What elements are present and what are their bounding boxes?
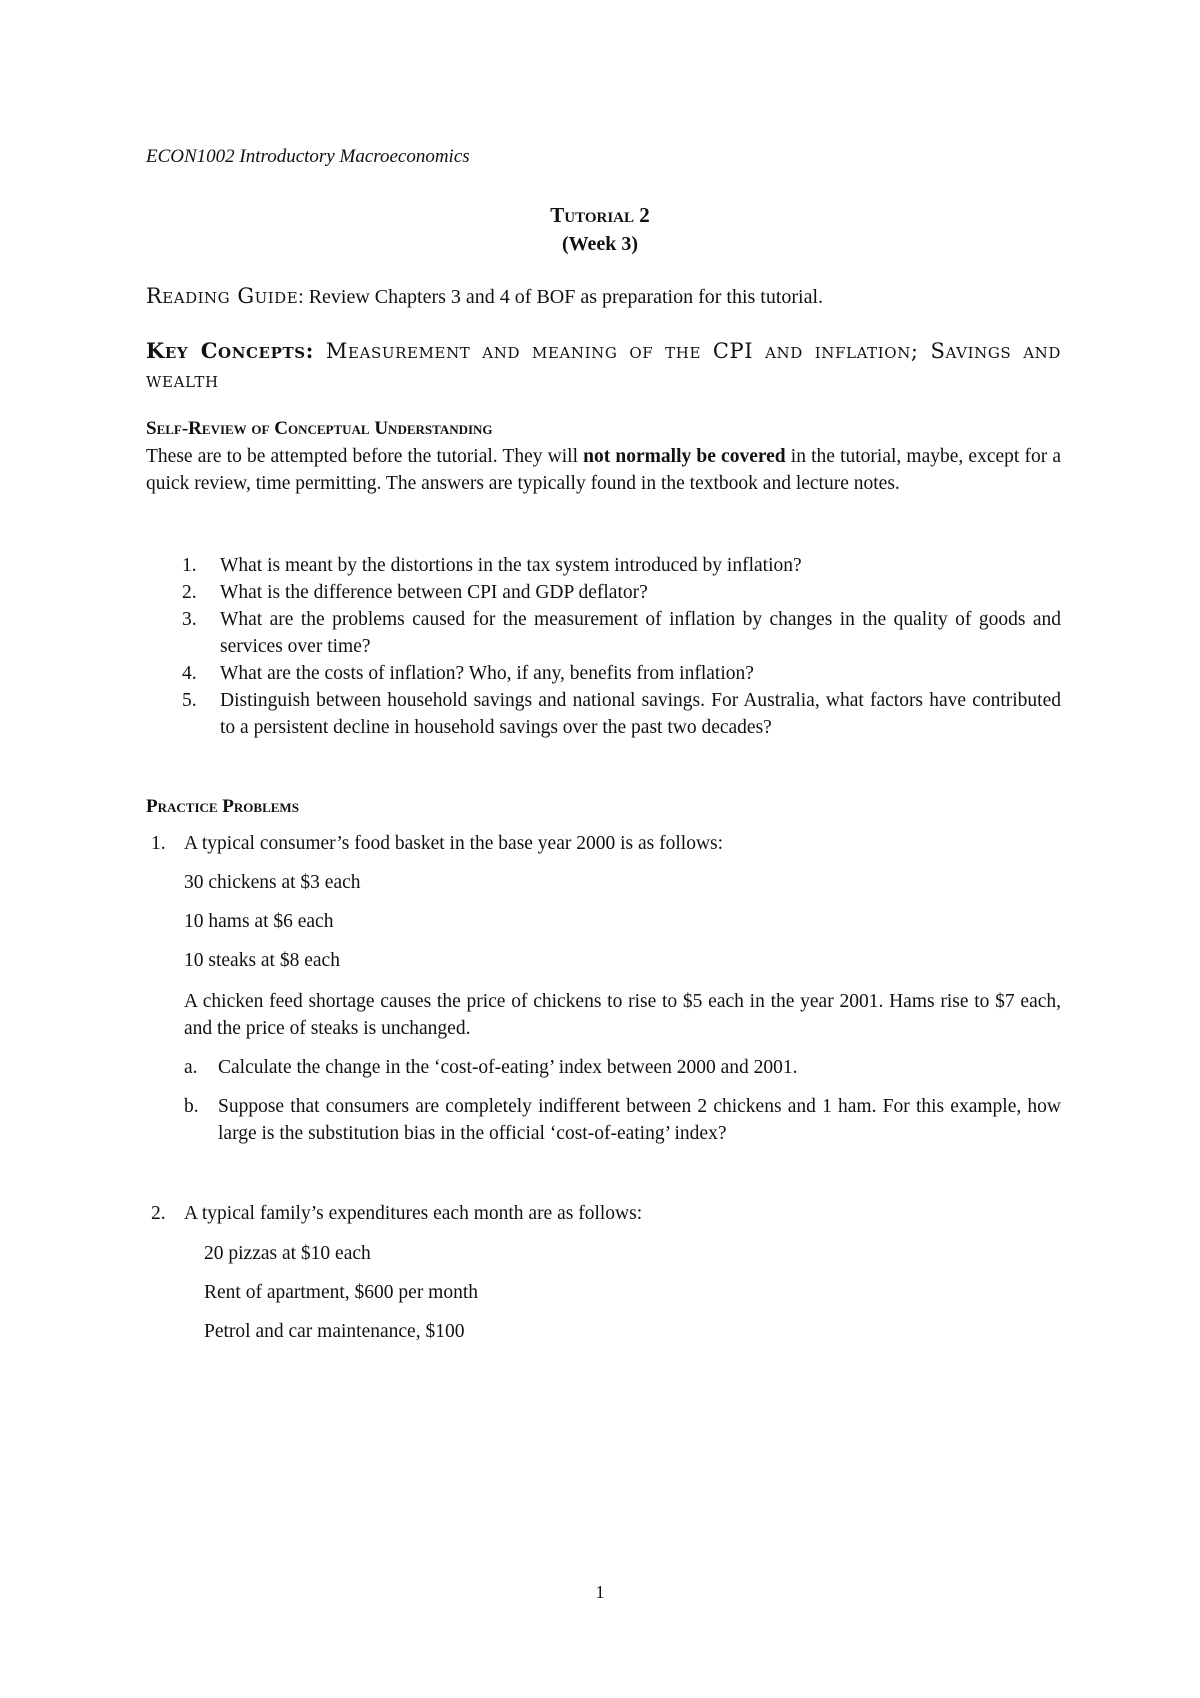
review-questions-list (146, 552, 1061, 741)
reading-guide-text: : Review Chapters 3 and 4 of BOF as preparation for this tutorial. (298, 286, 824, 308)
key-concepts-text: Measurement and meaning of the CPI and inflation; Savings and wealth (146, 339, 1061, 392)
expenditure-item: Rent of apartment, $600 per month (204, 1282, 479, 1303)
problem-number: 1. (151, 833, 166, 854)
week-label: (Week 3) (561, 233, 639, 255)
question-text: Distinguish between household savings and national savings. For Australia, what factors have contributed to a persistent decline in household savings over the past two decades? (220, 690, 1061, 738)
tutorial-title (0, 203, 1200, 228)
question-text: What are the problems caused for the measurement of inflation by changes in the quality of goods and services over time? (220, 609, 1061, 657)
title-rest: utorial (564, 203, 634, 227)
page-number: 1 (595, 1582, 605, 1602)
question-number: 2. (182, 582, 197, 603)
course-title: ECON1002 Introductory Macroeconomics (146, 146, 470, 167)
question-text: What are the costs of inflation? Who, if any, benefits from inflation? (220, 663, 754, 684)
intro-text-part-1: These are to be attempted before the tutorial. They will (146, 446, 584, 467)
question-text: What is the difference between CPI and GDP deflator? (220, 582, 648, 603)
intro-text-part-2: in the tutorial, maybe, except for a quick review, time permitting. The answers are typically found in the textbook and lecture notes. (146, 446, 1062, 494)
question-number: 4. (182, 663, 197, 684)
list-item (146, 687, 1061, 741)
reading-guide (146, 284, 823, 309)
practice-problems-heading: Practice Problems (146, 796, 299, 817)
basket-item: 10 hams at $6 each (184, 911, 334, 932)
sub-question-text: Suppose that consumers are completely indifferent between 2 chickens and 1 ham. For this example, how large is the substitution bias in the official ‘cost-of-eating’ index? (218, 1096, 1061, 1144)
sub-question-b (184, 1093, 1061, 1147)
question-number: 1. (182, 555, 197, 576)
expenditure-item: Petrol and car maintenance, $100 (204, 1321, 465, 1342)
question-text: What is meant by the distortions in the tax system introduced by inflation? (220, 555, 802, 576)
list-item (146, 552, 1061, 579)
expenditure-item: 20 pizzas at $10 each (204, 1243, 371, 1264)
sub-question-label: b. (184, 1096, 199, 1117)
basket-item: 10 steaks at $8 each (184, 950, 340, 971)
sub-question-a (184, 1054, 1061, 1081)
intro-bold-text: not normally be covered (583, 446, 786, 467)
list-item (146, 660, 1061, 687)
self-review-intro (146, 443, 1061, 497)
problem-number: 2. (151, 1203, 166, 1224)
list-item (146, 579, 1061, 606)
key-concepts-label: Key Concepts: (146, 338, 315, 363)
problem-intro: A typical family’s expenditures each month are as follows: (184, 1203, 643, 1224)
sub-question-label: a. (184, 1057, 198, 1078)
key-concepts (146, 336, 1061, 395)
problem-intro: A typical consumer’s food basket in the base year 2000 is as follows: (184, 833, 724, 854)
basket-item: 30 chickens at $3 each (184, 872, 361, 893)
title-number: 2 (639, 203, 650, 227)
sub-question-text: Calculate the change in the ‘cost-of-eating’ index between 2000 and 2001. (218, 1057, 798, 1078)
question-number: 5. (182, 690, 197, 711)
problem-scenario: A chicken feed shortage causes the price of chickens to rise to $5 each in the year 2001. Hams rise to $7 each, and the price of steaks is unchanged. (184, 991, 1061, 1039)
self-review-heading: Self-Review of Conceptual Understanding (146, 418, 493, 439)
list-item (146, 606, 1061, 660)
reading-guide-label: Reading Guide (146, 284, 299, 308)
question-number: 3. (182, 609, 197, 630)
title-first-letter: T (550, 203, 565, 227)
